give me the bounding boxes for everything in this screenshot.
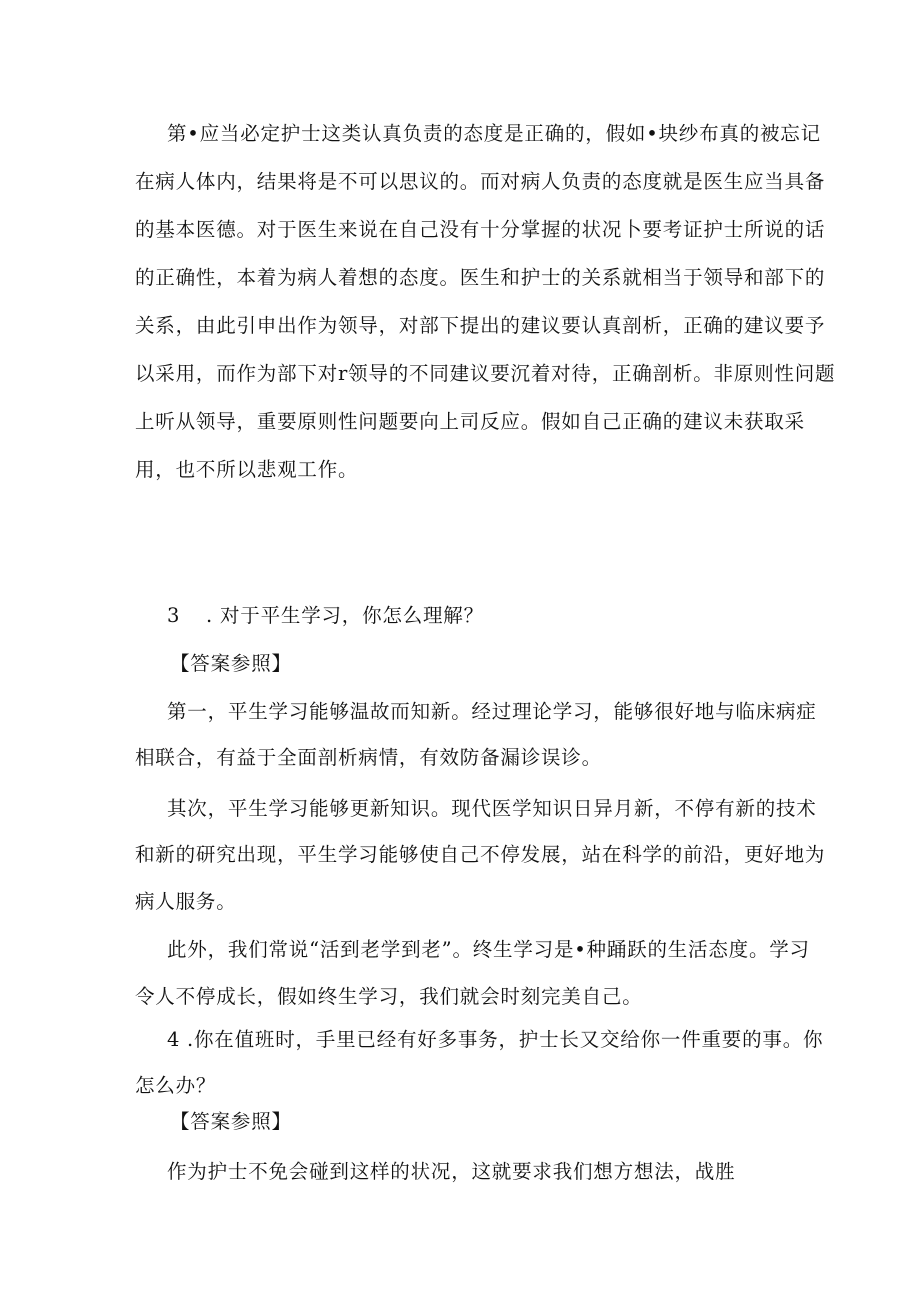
- text-line: 和新的研究出现，平生学习能够使自己不停发展，站在科学的前沿，更好地为: [135, 843, 826, 866]
- text-line: 在病人体内，结果将是不可以思议的。而对病人负责的态度就是医生应当具备: [135, 170, 826, 193]
- text-line: 的基本医德。对于医生来说在自己没有十分掌握的状况卜要考证护士所说的话: [135, 218, 826, 241]
- text-line: 作为护士不免会碰到这样的状况，这就要求我们想方想法，战胜: [167, 1160, 736, 1183]
- question-number: 3: [167, 604, 180, 627]
- text-line: 第一，平生学习能够温故而知新。经过理论学习，能够很好地与临床病症: [167, 700, 817, 723]
- question-text: . 对于平生学习，你怎么理解？: [206, 604, 484, 627]
- answer-tag: 【答案参照】: [170, 652, 292, 675]
- text-line: 其次，平生学习能够更新知识。现代医学知识日异月新，不停有新的技术: [167, 797, 817, 820]
- text-line: 令人不停成长，假如终生学习，我们就会时刻完美自己。: [135, 985, 643, 1008]
- text-line: 此外，我们常说“活到老学到老”。终生学习是•种踊跃的生活态度。学习: [167, 938, 810, 961]
- text-line: 相联合，有益于全面剖析病情，有效防备漏诊误诊。: [135, 746, 602, 769]
- question-text-continued: 怎么办？: [135, 1074, 217, 1097]
- question-text: .你在值班时，手里已经有好多事务，护士长又交给你一件重要的事。你: [187, 1028, 824, 1051]
- text-line: 病人服务。: [135, 890, 237, 913]
- text-line: 关系，由此引申出作为领导，对部下提出的建议要认真剖析，正确的建议要予: [135, 314, 826, 337]
- text-line: 第•应当必定护士这类认真负责的态度是正确的，假如•块纱布真的被忘记: [167, 122, 821, 145]
- text-line: 用，也不所以悲观工作。: [135, 458, 359, 481]
- text-line: 上听从领导，重要原则性问题要向上司反应。假如自己正确的建议未获取采: [135, 410, 805, 433]
- text-line: 的正确性，本着为病人着想的态度。医生和护士的关系就相当于领导和部下的: [135, 266, 826, 289]
- answer-tag: 【答案参照】: [170, 1110, 292, 1133]
- text-line: 以采用，而作为部下对r领导的不同建议要沉着对待，正确剖析。非原则性问题: [135, 362, 836, 385]
- question-number: 4: [167, 1028, 180, 1051]
